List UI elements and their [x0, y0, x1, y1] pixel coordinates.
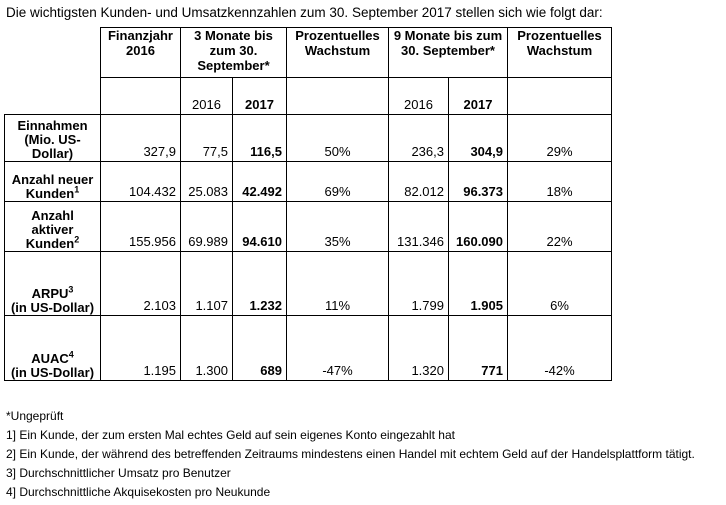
cell-q3-2016: 69.989	[181, 202, 233, 252]
cell-9m-2017: 1.905	[449, 252, 508, 316]
cell-9m-2017: 96.373	[449, 162, 508, 202]
cell-9m-growth: 29%	[508, 115, 612, 162]
corner-cell	[5, 28, 101, 78]
footnote: 2] Ein Kunde, der während des betreffenden Zeitraums mindestens einen Handel mit echtem Geld auf der Handelsplattform tätigt.	[6, 447, 695, 461]
cell-q3-2017: 689	[233, 316, 287, 381]
cell-q3-2016: 1.300	[181, 316, 233, 381]
year-row	[5, 78, 612, 115]
row-label: AUAC$^4$ (in US-Dollar)	[5, 316, 101, 381]
cell-q3-2017: 1.232	[233, 252, 287, 316]
table-row	[5, 162, 612, 202]
cell-q3-2016: 25.083	[181, 162, 233, 202]
cell-9m-2017: 304,9	[449, 115, 508, 162]
cell-9m-2016: 236,3	[389, 115, 449, 162]
footnote: 3] Durchschnittlicher Umsatz pro Benutzer	[6, 466, 231, 480]
header-q3-growth: Prozentuelles Wachstum	[287, 28, 389, 78]
cell-fy2016: 327,9	[101, 115, 181, 162]
cell-9m-2017: 160.090	[449, 202, 508, 252]
header-9m-growth: Prozentuelles Wachstum	[508, 28, 612, 78]
cell-fy2016: 2.103	[101, 252, 181, 316]
row-label: Anzahl neuer Kunden$^1$	[5, 162, 101, 202]
cell-9m-growth: -42%	[508, 316, 612, 381]
cell-9m-growth: 22%	[508, 202, 612, 252]
footnotes	[6, 407, 695, 502]
cell-fy2016: 155.956	[101, 202, 181, 252]
cell-fy2016: 104.432	[101, 162, 181, 202]
cell-q3-growth: 69%	[287, 162, 389, 202]
year-9m-2017: 2017	[449, 78, 508, 115]
table-row	[5, 252, 612, 316]
cell-fy2016: 1.195	[101, 316, 181, 381]
cell-9m-2016: 1.320	[389, 316, 449, 381]
cell-q3-growth: 50%	[287, 115, 389, 162]
footnote: *Ungeprüft	[6, 409, 64, 423]
row-label: Anzahl aktiver Kunden$^2$	[5, 202, 101, 252]
cell-9m-2016: 131.346	[389, 202, 449, 252]
table-row	[5, 115, 612, 162]
cell-9m-growth: 6%	[508, 252, 612, 316]
year-9m-2016: 2016	[389, 78, 449, 115]
footnote: 1] Ein Kunde, der zum ersten Mal echtes Geld auf sein eigenes Konto eingezahlt hat	[6, 428, 455, 442]
cell-q3-2016: 1.107	[181, 252, 233, 316]
year-q3-2017: 2017	[233, 78, 287, 115]
header-row	[5, 28, 612, 78]
cell-q3-2017: 94.610	[233, 202, 287, 252]
year-q3-2016: 2016	[181, 78, 233, 115]
header-fiscal-2016: Finanzjahr 2016	[101, 28, 181, 78]
cell-q3-2016: 77,5	[181, 115, 233, 162]
cell-9m-2016: 82.012	[389, 162, 449, 202]
cell-q3-2017: 42.492	[233, 162, 287, 202]
cell-9m-2016: 1.799	[389, 252, 449, 316]
cell-q3-2017: 116,5	[233, 115, 287, 162]
footnote: 4] Durchschnittliche Akquisekosten pro Neukunde	[6, 485, 271, 499]
cell-9m-2017: 771	[449, 316, 508, 381]
cell-9m-growth: 18%	[508, 162, 612, 202]
header-q3: 3 Monate bis zum 30. September*	[181, 28, 287, 78]
header-9m: 9 Monate bis zum 30. September*	[389, 28, 508, 78]
table-row	[5, 316, 612, 381]
table-row	[5, 202, 612, 252]
intro-text: Die wichtigsten Kunden- und Umsatzkennzahlen zum 30. September 2017 stellen sich wie folgt dar:	[6, 5, 603, 20]
row-label: ARPU$^3$ (in US-Dollar)	[5, 252, 101, 316]
cell-q3-growth: -47%	[287, 316, 389, 381]
cell-q3-growth: 11%	[287, 252, 389, 316]
cell-q3-growth: 35%	[287, 202, 389, 252]
row-label: Einnahmen (Mio. US-Dollar)	[5, 115, 101, 162]
kpi-table	[4, 27, 612, 381]
